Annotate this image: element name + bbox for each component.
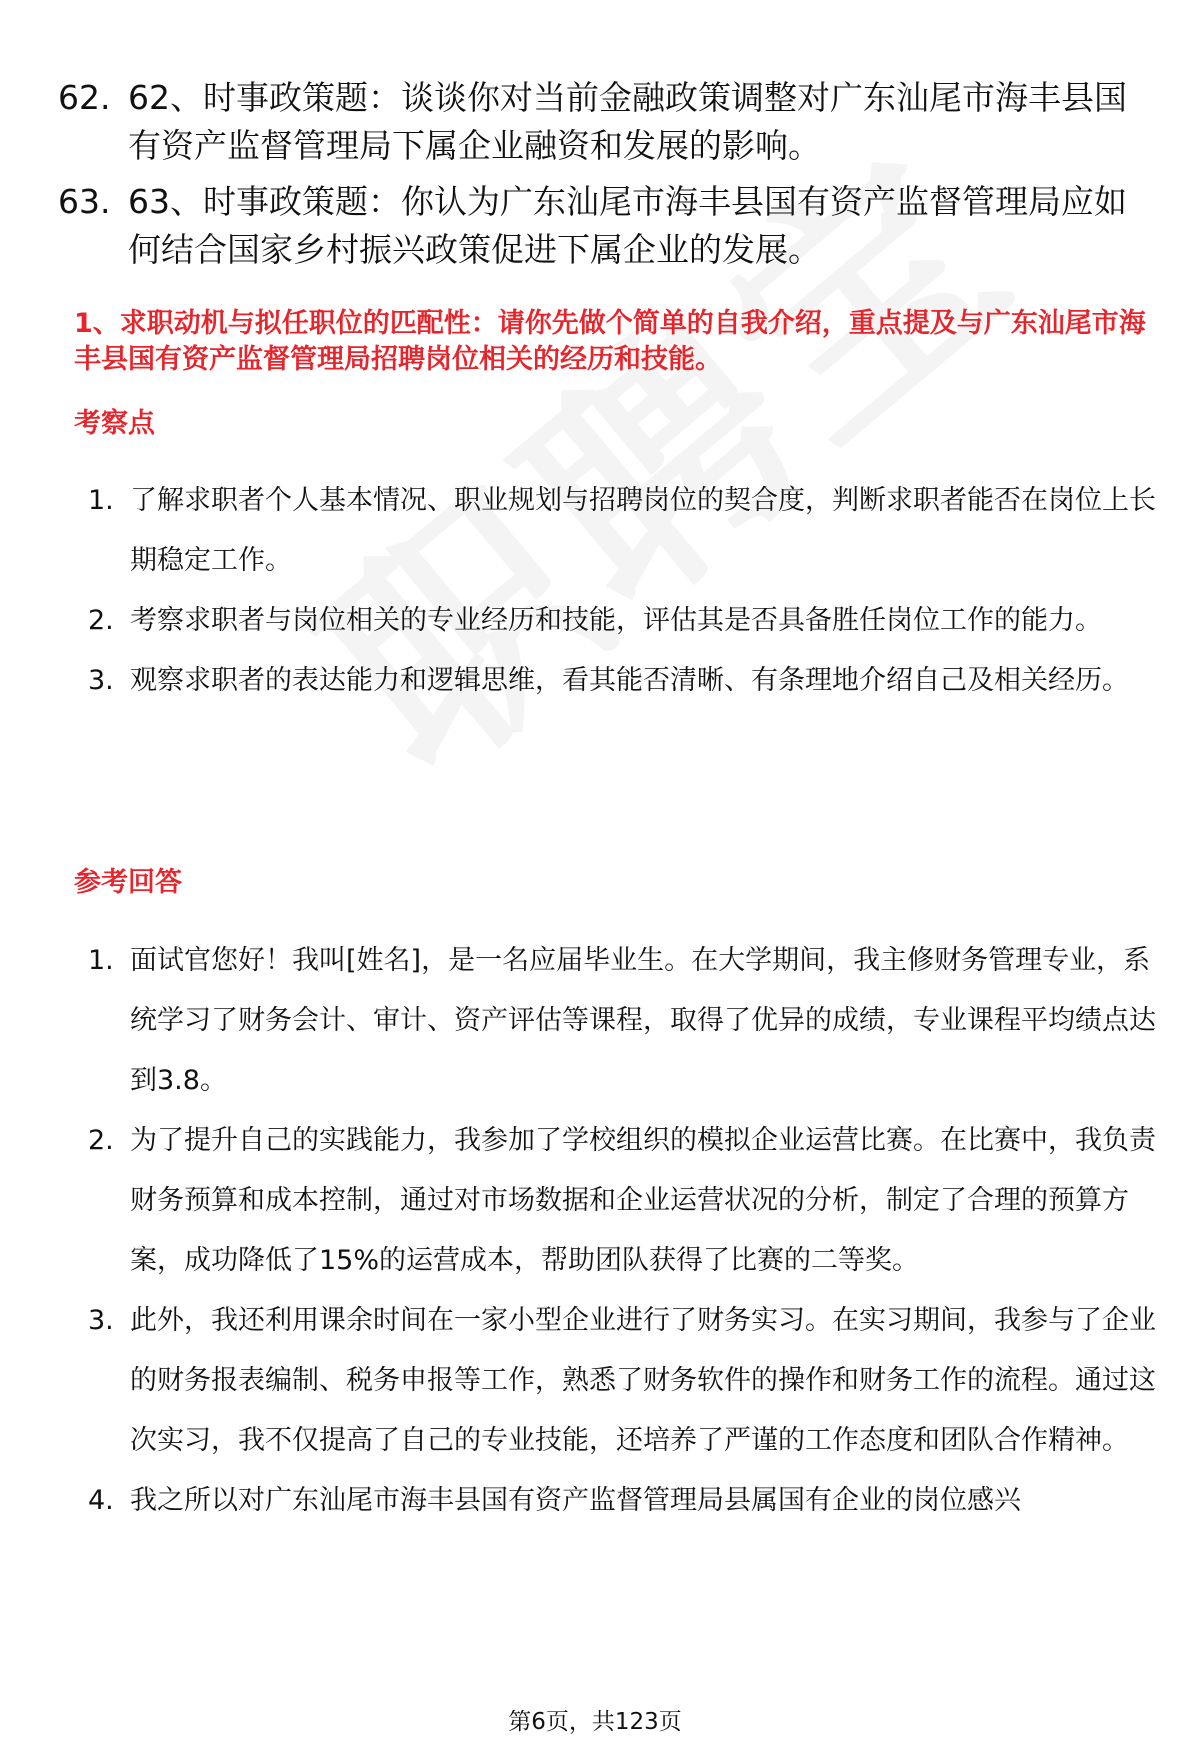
question-number: 62.	[58, 78, 111, 117]
list-number: 3.	[88, 1305, 114, 1336]
question-text: 63、时事政策题：你认为广东汕尾市海丰县国有资产监督管理局应如何结合国家乡村振兴政策促进下属企业的发展。	[128, 182, 1127, 269]
list-item	[88, 1291, 1158, 1471]
list-number: 1.	[88, 945, 114, 976]
list-number: 2.	[88, 1125, 114, 1156]
list-item	[88, 651, 1158, 711]
list-text: 考察求职者与岗位相关的专业经历和技能，评估其是否具备胜任岗位工作的能力。	[130, 605, 1102, 636]
list-number: 3.	[88, 665, 114, 696]
list-number: 1.	[88, 485, 114, 516]
list-item	[88, 931, 1158, 1111]
page-footer: 第6页，共123页	[508, 1709, 682, 1735]
list-item	[88, 591, 1158, 651]
kaochadian-list	[88, 471, 1158, 711]
section-title: 1、求职动机与拟任职位的匹配性：请你先做个简单的自我介绍，重点提及与广东汕尾市海丰县国有资产监督管理局招聘岗位相关的经历和技能。	[74, 308, 1146, 375]
question-item	[58, 74, 1158, 170]
list-text: 面试官您好！我叫[姓名]，是一名应届毕业生。在大学期间，我主修财务管理专业，系统学习了财务会计、审计、资产评估等课程，取得了优异的成绩，专业课程平均绩点达到3.8。	[130, 945, 1156, 1096]
list-text: 为了提升自己的实践能力，我参加了学校组织的模拟企业运营比赛。在比赛中，我负责财务预算和成本控制，通过对市场数据和企业运营状况的分析，制定了合理的预算方案，成功降低了15%的运营成本，帮助团队获得了比赛的二等奖。	[130, 1125, 1156, 1276]
question-number: 63.	[58, 182, 111, 221]
question-item	[58, 178, 1158, 274]
list-text: 观察求职者的表达能力和逻辑思维，看其能否清晰、有条理地介绍自己及相关经历。	[130, 665, 1129, 696]
cankao-list	[88, 931, 1158, 1531]
list-number: 2.	[88, 605, 114, 636]
list-item	[88, 1111, 1158, 1291]
list-text: 了解求职者个人基本情况、职业规划与招聘岗位的契合度，判断求职者能否在岗位上长期稳定工作。	[130, 485, 1156, 576]
list-item	[88, 471, 1158, 591]
question-list	[58, 74, 1158, 282]
cankao-heading: 参考回答	[74, 867, 182, 898]
list-text: 此外，我还利用课余时间在一家小型企业进行了财务实习。在实习期间，我参与了企业的财务报表编制、税务申报等工作，熟悉了财务软件的操作和财务工作的流程。通过这次实习，我不仅提高了自己的专业技能，还培养了严谨的工作态度和团队合作精神。	[130, 1305, 1156, 1456]
list-item	[88, 1471, 1158, 1531]
list-text: 我之所以对广东汕尾市海丰县国有资产监督管理局县属国有企业的岗位感兴	[130, 1485, 1021, 1516]
kaochadian-heading: 考察点	[74, 408, 155, 439]
list-number: 4.	[88, 1485, 114, 1516]
question-text: 62、时事政策题：谈谈你对当前金融政策调整对广东汕尾市海丰县国有资产监督管理局下属企业融资和发展的影响。	[128, 78, 1127, 165]
